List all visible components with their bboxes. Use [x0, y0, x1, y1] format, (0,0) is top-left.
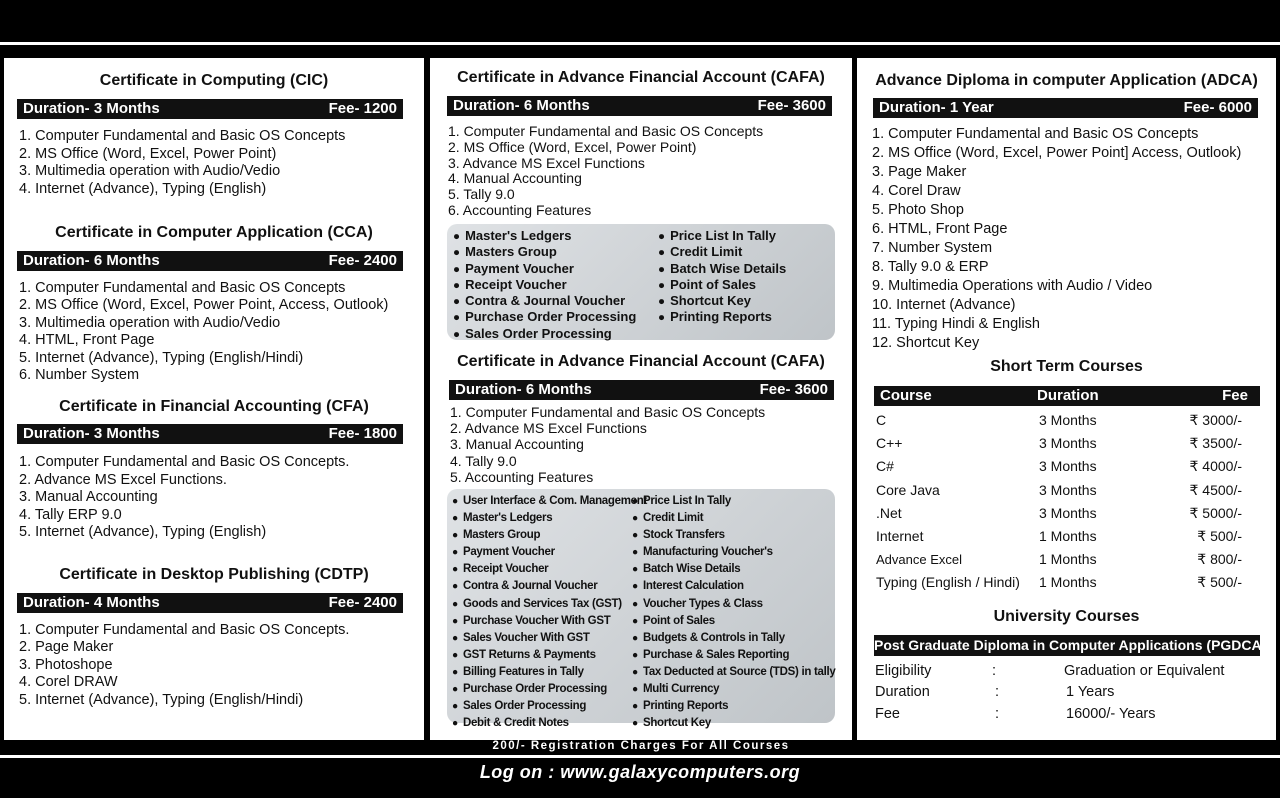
list-item: 6. Number System: [19, 367, 140, 384]
feature-item: ● Goods and Services Tax (GST): [452, 596, 647, 613]
cca-fee: Fee- 2400: [328, 252, 397, 269]
cafa1-title: Certificate in Advance Financial Account (CAFA): [457, 69, 825, 86]
list-item: 1. Computer Fundamental and Basic OS Concepts: [448, 123, 764, 139]
cafa2-features-left: [452, 493, 647, 732]
university-row: [875, 704, 1261, 725]
feature-item: ● Shortcut Key: [658, 293, 786, 309]
cic-duration-bar: [17, 99, 403, 119]
list-item: 4. Internet (Advance), Typing (English): [19, 180, 267, 197]
row-duration: 3 Months: [1039, 481, 1097, 498]
cafa1-list: [448, 124, 763, 219]
adca-duration: Duration- 1 Year: [879, 99, 994, 116]
column-middle: [430, 58, 852, 740]
cic-title: Certificate in Computing (CIC): [99, 72, 329, 89]
feature-item: ● Price List In Tally: [658, 228, 786, 244]
row-course: .Net: [876, 504, 902, 521]
list-item: 1. Computer Fundamental and Basic OS Concepts: [872, 126, 1199, 142]
cfa-title: Certificate in Financial Accounting (CFA): [59, 398, 369, 415]
adca-list: [872, 125, 1241, 353]
list-item: 2. MS Office (Word, Excel, Power Point] Access, Outlook): [872, 145, 1242, 161]
top-divider-line: [0, 42, 1280, 45]
feature-item: ● Printing Reports: [658, 309, 786, 325]
cafa2-fee: Fee- 3600: [759, 381, 828, 398]
row-course: C++: [876, 435, 903, 452]
list-item: 5. Photo Shop: [872, 202, 964, 218]
adca-title: Advance Diploma in computer Application (ADCA): [875, 72, 1258, 89]
feature-item: ● Receipt Voucher: [452, 561, 647, 578]
list-item: 4. Tally 9.0: [450, 452, 517, 469]
pgdca-bar: Post Graduate Diploma in Computer Applications (PGDCA): [874, 635, 1260, 656]
row-fee: ₹ 4500/-: [1189, 481, 1242, 498]
list-item: 2. MS Office (Word, Excel, Power Point, Access, Outlook): [19, 297, 389, 314]
row-duration: 1 Months: [1039, 527, 1097, 544]
feature-item: ● Master's Ledgers: [453, 228, 636, 244]
cafa2-list: [450, 404, 765, 485]
university-title: University Courses: [993, 608, 1140, 625]
list-item: 3. Manual Accounting: [450, 436, 584, 453]
cca-duration-bar: [17, 251, 403, 271]
cfa-duration-bar: [17, 424, 403, 444]
row-course: Advance Excel: [876, 552, 962, 568]
feature-item: ● Purchase Order Processing: [453, 309, 636, 325]
cdtp-title: Certificate in Desktop Publishing (CDTP): [59, 566, 369, 583]
cic-list: [19, 128, 345, 198]
list-item: 6. HTML, Front Page: [872, 221, 1008, 237]
row-fee: ₹ 3000/-: [1189, 412, 1242, 428]
column-right: [857, 58, 1276, 740]
list-item: 4. Corel DRAW: [19, 674, 118, 691]
list-item: 5. Internet (Advance), Typing (English/Hindi): [19, 349, 304, 366]
feature-item: ● Multi Currency: [632, 681, 836, 698]
feature-item: ● Masters Group: [453, 244, 636, 260]
feature-item: ● Sales Order Processing: [452, 698, 647, 715]
row-fee: ₹ 800/-: [1197, 551, 1242, 568]
row-separator: :: [995, 684, 1000, 700]
cdtp-list: [19, 622, 349, 709]
cic-duration: Duration- 3 Months: [23, 100, 160, 117]
table-row: [874, 571, 1260, 594]
row-label: Fee: [875, 706, 900, 722]
table-row: [874, 432, 1260, 455]
list-item: 4. Tally ERP 9.0: [19, 506, 122, 523]
university-row: [875, 682, 1261, 703]
cfa-duration: Duration- 3 Months: [23, 425, 160, 442]
list-item: 2. MS Office (Word, Excel, Power Point): [19, 145, 277, 162]
header-duration: Duration: [1037, 387, 1099, 404]
feature-item: ● Stock Transfers: [632, 527, 836, 544]
feature-item: ● Budgets & Controls in Tally: [632, 630, 836, 647]
row-value: Graduation or Equivalent: [1064, 663, 1225, 679]
feature-item: ● Interest Calculation: [632, 578, 836, 595]
feature-item: ● Receipt Voucher: [453, 277, 636, 293]
top-black-band: [0, 0, 1280, 38]
feature-item: ● Purchase Voucher With GST: [452, 613, 647, 630]
feature-item: ● Shortcut Key: [632, 715, 836, 732]
table-row: [874, 479, 1260, 502]
row-value: 16000/- Years: [1066, 706, 1156, 722]
cdtp-duration-bar: [17, 593, 403, 613]
feature-item: ● User Interface & Com. Management: [452, 493, 647, 510]
feature-item: ● Purchase & Sales Reporting: [632, 647, 836, 664]
cca-list: [19, 280, 388, 384]
feature-item: ● GST Returns & Payments: [452, 647, 647, 664]
feature-item: ● Tax Deducted at Source (TDS) in tally: [632, 664, 836, 681]
row-value: 1 Years: [1066, 684, 1115, 700]
website-footer: Log on : www.galaxycomputers.org: [479, 762, 801, 782]
table-row: [874, 502, 1260, 525]
table-row: [874, 548, 1260, 571]
feature-item: ● Sales Voucher With GST: [452, 630, 647, 647]
row-duration: 3 Months: [1039, 458, 1097, 475]
cic-fee: Fee- 1200: [328, 100, 397, 117]
feature-item: ● Point of Sales: [658, 277, 786, 293]
column-left: [4, 58, 424, 740]
list-item: 1. Computer Fundamental and Basic OS Concepts: [450, 404, 766, 420]
cafa2-title: Certificate in Advance Financial Account (CAFA): [457, 353, 825, 370]
list-item: 4. Manual Accounting: [448, 170, 582, 187]
row-duration: 3 Months: [1039, 504, 1097, 521]
table-row: [874, 525, 1260, 548]
feature-item: ● Printing Reports: [632, 698, 836, 715]
feature-item: ● Masters Group: [452, 527, 647, 544]
cca-title: Certificate in Computer Application (CCA): [55, 224, 373, 241]
row-duration: 3 Months: [1039, 412, 1097, 428]
list-item: 3. Advance MS Excel Functions: [448, 154, 645, 171]
row-duration: 1 Months: [1039, 551, 1097, 568]
row-label: Duration: [875, 684, 930, 700]
table-row: [874, 409, 1260, 432]
list-item: 6. Accounting Features: [448, 201, 592, 218]
feature-item: ● Manufacturing Voucher's: [632, 544, 836, 561]
list-item: 1. Computer Fundamental and Basic OS Concepts: [19, 128, 346, 144]
row-separator: :: [995, 706, 1000, 722]
list-item: 2. Page Maker: [19, 639, 114, 656]
cafa1-duration-bar: [447, 96, 832, 116]
feature-item: ● Sales Order Processing: [453, 326, 636, 342]
cafa1-features-right: [658, 228, 786, 326]
list-item: 9. Multimedia Operations with Audio / Video: [872, 278, 1153, 294]
header-fee: Fee: [1222, 387, 1248, 404]
row-duration: 1 Months: [1039, 574, 1097, 591]
cafa2-duration-bar: [449, 380, 834, 400]
feature-item: ● Voucher Types & Class: [632, 596, 836, 613]
cca-duration: Duration- 6 Months: [23, 252, 160, 269]
cfa-list: [19, 454, 349, 542]
list-item: 4. HTML, Front Page: [19, 332, 155, 349]
feature-item: ● Purchase Order Processing: [452, 681, 647, 698]
table-header: [874, 386, 1260, 406]
header-course: Course: [880, 387, 932, 404]
list-item: 10. Internet (Advance): [872, 297, 1016, 313]
list-item: 5. Internet (Advance), Typing (English): [19, 524, 267, 540]
list-item: 3. Multimedia operation with Audio/Vedio: [19, 314, 281, 331]
list-item: 3. Multimedia operation with Audio/Vedio: [19, 163, 281, 179]
feature-item: ● Point of Sales: [632, 613, 836, 630]
feature-item: ● Contra & Journal Voucher: [452, 578, 647, 595]
adca-duration-bar: [873, 98, 1258, 118]
list-item: 5. Accounting Features: [450, 468, 594, 485]
cafa1-duration: Duration- 6 Months: [453, 97, 590, 114]
list-item: 7. Number System: [872, 240, 993, 256]
list-item: 4. Corel Draw: [872, 183, 961, 199]
registration-note: 200/- Registration Charges For All Courses: [492, 740, 790, 752]
row-label: Eligibility: [875, 663, 932, 679]
list-item: 5. Tally 9.0: [448, 186, 515, 203]
row-fee: ₹ 5000/-: [1189, 504, 1242, 521]
cafa1-fee: Fee- 3600: [757, 97, 826, 114]
list-item: 1. Computer Fundamental and Basic OS Concepts.: [19, 454, 350, 470]
short-term-table: [874, 386, 1260, 595]
feature-item: ● Contra & Journal Voucher: [453, 293, 636, 309]
bottom-divider-line: [0, 755, 1280, 758]
cdtp-duration: Duration- 4 Months: [23, 594, 160, 611]
row-course: Typing (English / Hindi): [876, 574, 1020, 591]
list-item: 3. Photoshope: [19, 656, 113, 673]
list-item: 8. Tally 9.0 & ERP: [872, 259, 989, 275]
row-fee: ₹ 500/-: [1197, 527, 1242, 544]
list-item: 1. Computer Fundamental and Basic OS Concepts.: [19, 622, 350, 638]
feature-item: ● Price List In Tally: [632, 493, 836, 510]
cfa-fee: Fee- 1800: [328, 425, 397, 442]
row-course: Core Java: [876, 481, 940, 498]
row-fee: ₹ 3500/-: [1189, 435, 1242, 452]
list-item: 5. Internet (Advance), Typing (English/Hindi): [19, 691, 304, 708]
feature-item: ● Debit & Credit Notes: [452, 715, 647, 732]
list-item: 11. Typing Hindi & English: [872, 316, 1040, 332]
row-fee: ₹ 500/-: [1197, 574, 1242, 591]
cafa2-features-right: [632, 493, 836, 732]
row-separator: :: [992, 663, 997, 679]
cafa2-duration: Duration- 6 Months: [455, 381, 592, 398]
feature-item: ● Credit Limit: [632, 510, 836, 527]
feature-item: ● Batch Wise Details: [658, 261, 786, 277]
feature-item: ● Batch Wise Details: [632, 561, 836, 578]
list-item: 12. Shortcut Key: [872, 335, 980, 351]
row-course: C: [876, 412, 887, 428]
adca-fee: Fee- 6000: [1183, 99, 1252, 116]
list-item: 3. Manual Accounting: [19, 489, 158, 505]
row-course: C#: [876, 458, 894, 475]
feature-item: ● Master's Ledgers: [452, 510, 647, 527]
list-item: 2. Advance MS Excel Functions: [450, 420, 647, 437]
list-item: 2. Advance MS Excel Functions.: [19, 471, 227, 488]
cafa1-features-left: [453, 228, 636, 342]
row-duration: 3 Months: [1039, 435, 1097, 452]
cafa1-features-box: [447, 224, 835, 340]
cdtp-fee: Fee- 2400: [328, 594, 397, 611]
university-row: [875, 661, 1261, 682]
feature-item: ● Credit Limit: [658, 244, 786, 260]
row-fee: ₹ 4000/-: [1189, 458, 1242, 475]
table-row: [874, 455, 1260, 478]
feature-item: ● Payment Voucher: [453, 261, 636, 277]
list-item: 1. Computer Fundamental and Basic OS Concepts: [19, 280, 346, 296]
feature-item: ● Payment Voucher: [452, 544, 647, 561]
cafa2-features-box: [447, 489, 836, 730]
list-item: 2. MS Office (Word, Excel, Power Point): [448, 138, 697, 155]
row-course: Internet: [876, 527, 924, 544]
short-term-title: Short Term Courses: [990, 358, 1143, 375]
feature-item: ● Billing Features in Tally: [452, 664, 647, 681]
list-item: 3. Page Maker: [872, 164, 967, 180]
